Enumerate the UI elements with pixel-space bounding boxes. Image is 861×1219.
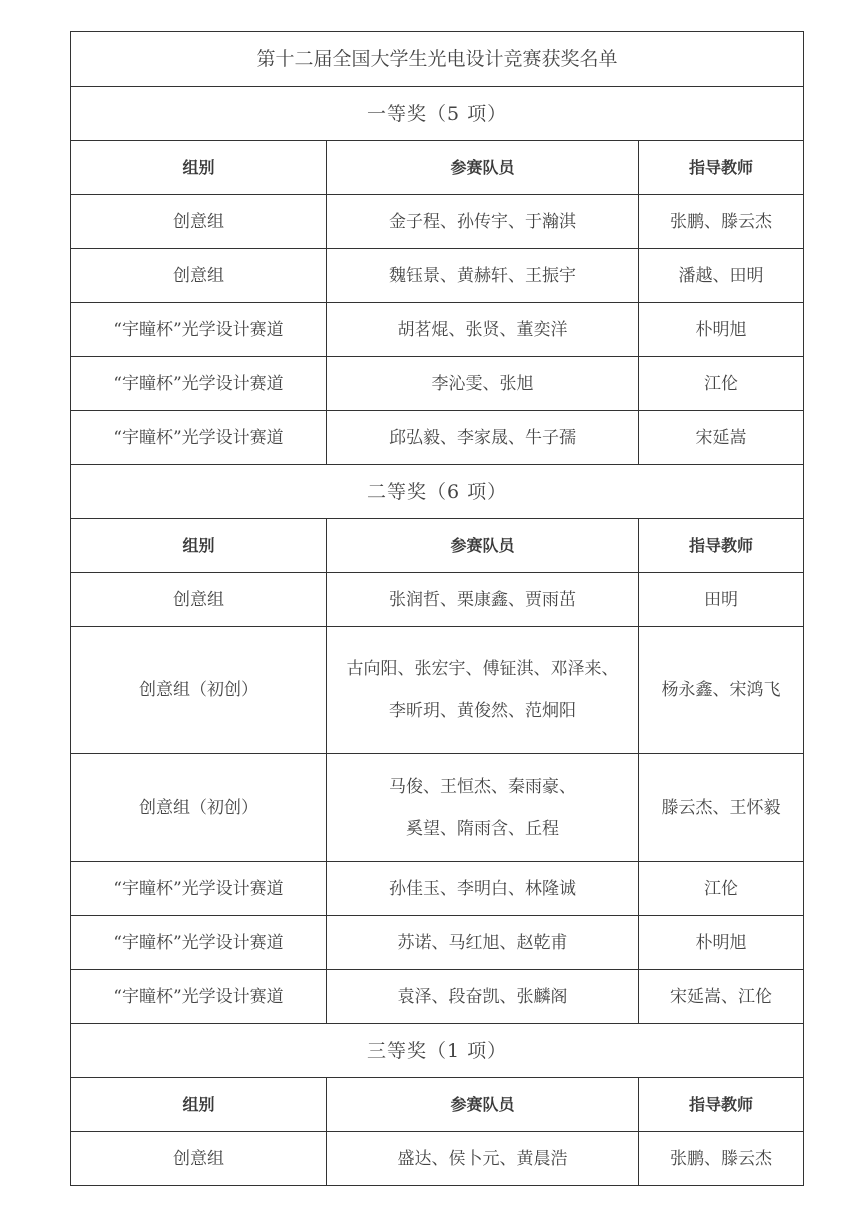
group-cell: “宇瞳杯”光学设计赛道 (71, 970, 327, 1024)
group-cell: 创意组 (71, 195, 327, 249)
column-header-row (71, 141, 804, 195)
section-title: 三等奖（1 项） (71, 1024, 804, 1078)
header-members: 参赛队员 (327, 1078, 639, 1132)
members-cell: 胡茗焜、张贤、董奕洋 (327, 303, 639, 357)
advisor-cell: 江伦 (639, 357, 804, 411)
advisor-cell: 杨永鑫、宋鸿飞 (639, 627, 804, 754)
table-row (71, 195, 804, 249)
advisor-cell: 张鹏、滕云杰 (639, 195, 804, 249)
group-cell: 创意组 (71, 1132, 327, 1186)
members-cell: 盛达、侯卜元、黄晨浩 (327, 1132, 639, 1186)
members-cell: 魏钰景、黄赫轩、王振宇 (327, 249, 639, 303)
column-header-row (71, 519, 804, 573)
group-cell: “宇瞳杯”光学设计赛道 (71, 303, 327, 357)
award-list-table (70, 31, 804, 1186)
members-cell: 孙佳玉、李明白、林隆诚 (327, 862, 639, 916)
members-cell (327, 754, 639, 862)
table-row (71, 411, 804, 465)
header-members: 参赛队员 (327, 141, 639, 195)
group-cell: 创意组 (71, 249, 327, 303)
table-row (71, 916, 804, 970)
advisor-cell: 朴明旭 (639, 303, 804, 357)
header-group: 组别 (71, 141, 327, 195)
section-row-first-prize (71, 87, 804, 141)
advisor-cell: 滕云杰、王怀毅 (639, 754, 804, 862)
group-cell: “宇瞳杯”光学设计赛道 (71, 411, 327, 465)
advisor-cell: 江伦 (639, 862, 804, 916)
members-cell (327, 627, 639, 754)
advisor-cell: 张鹏、滕云杰 (639, 1132, 804, 1186)
header-advisor: 指导教师 (639, 141, 804, 195)
members-cell: 李沁雯、张旭 (327, 357, 639, 411)
table-row (71, 627, 804, 754)
section-title: 一等奖（5 项） (71, 87, 804, 141)
members-cell: 邱弘毅、李家晟、牛子孺 (327, 411, 639, 465)
members-line: 李昕玥、黄俊然、范炯阳 (389, 701, 576, 721)
members-line: 马俊、王恒杰、秦雨豪、 (389, 776, 576, 797)
group-cell: 创意组 (71, 573, 327, 627)
group-cell: “宇瞳杯”光学设计赛道 (71, 916, 327, 970)
table-row (71, 1132, 804, 1186)
group-cell: “宇瞳杯”光学设计赛道 (71, 357, 327, 411)
advisor-cell: 田明 (639, 573, 804, 627)
members-cell: 苏诺、马红旭、赵乾甫 (327, 916, 639, 970)
advisor-cell: 潘越、田明 (639, 249, 804, 303)
advisor-cell: 朴明旭 (639, 916, 804, 970)
header-advisor: 指导教师 (639, 1078, 804, 1132)
table-row (71, 357, 804, 411)
section-title: 二等奖（6 项） (71, 465, 804, 519)
table-title-row (71, 32, 804, 87)
table-row (71, 573, 804, 627)
advisor-cell: 宋延嵩 (639, 411, 804, 465)
members-line: 奚望、隋雨含、丘程 (406, 818, 559, 839)
page-title: 第十二届全国大学生光电设计竞赛获奖名单 (71, 32, 804, 87)
members-cell: 袁泽、段奋凯、张麟阁 (327, 970, 639, 1024)
group-cell: “宇瞳杯”光学设计赛道 (71, 862, 327, 916)
members-line: 古向阳、张宏宇、傅钲淇、邓泽来、 (346, 659, 619, 679)
table-row (71, 970, 804, 1024)
group-cell: 创意组（初创） (71, 627, 327, 754)
table-row (71, 754, 804, 862)
group-cell: 创意组（初创） (71, 754, 327, 862)
members-cell: 金子程、孙传宇、于瀚淇 (327, 195, 639, 249)
section-row-second-prize (71, 465, 804, 519)
header-members: 参赛队员 (327, 519, 639, 573)
table-row (71, 303, 804, 357)
header-advisor: 指导教师 (639, 519, 804, 573)
members-cell: 张润哲、栗康鑫、贾雨茁 (327, 573, 639, 627)
table-row (71, 249, 804, 303)
section-row-third-prize (71, 1024, 804, 1078)
header-group: 组别 (71, 519, 327, 573)
column-header-row (71, 1078, 804, 1132)
advisor-cell: 宋延嵩、江伦 (639, 970, 804, 1024)
table-row (71, 862, 804, 916)
header-group: 组别 (71, 1078, 327, 1132)
